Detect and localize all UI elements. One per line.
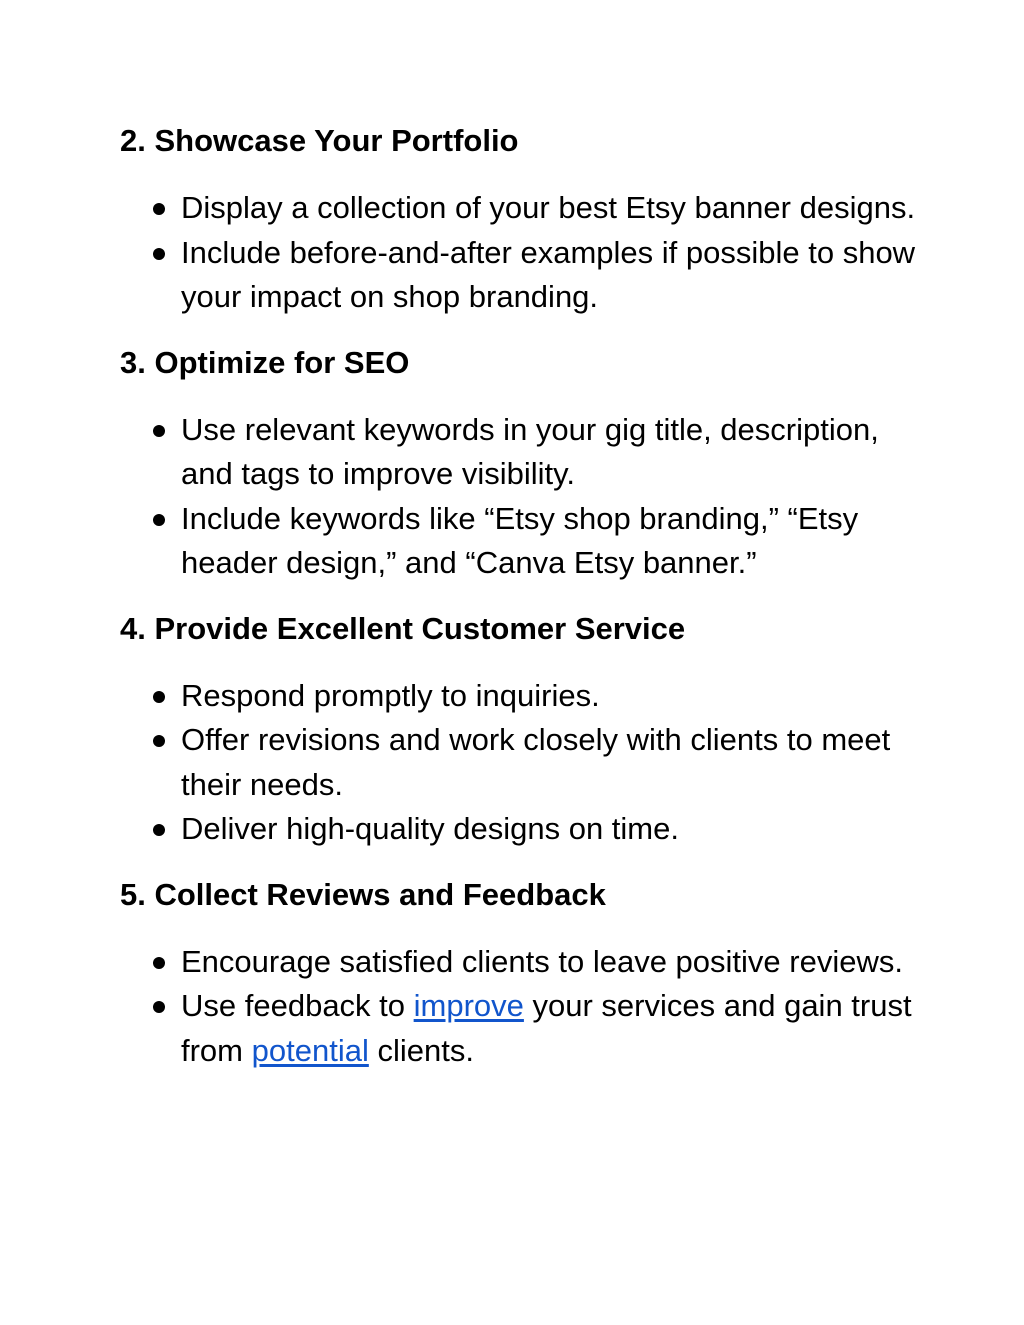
bullet-list bbox=[120, 186, 924, 320]
section bbox=[120, 610, 924, 852]
list-item-text: your services and gain trust from bbox=[181, 988, 912, 1068]
bullet-icon bbox=[153, 691, 165, 703]
list-item-text: Include keywords like “Etsy shop branding,” “Etsy header design,” and “Canva Etsy banner.” bbox=[181, 500, 859, 580]
list-item bbox=[120, 186, 924, 231]
list-item-text: Use feedback to bbox=[181, 988, 414, 1023]
bullet-list bbox=[120, 940, 924, 1074]
document-body bbox=[120, 122, 924, 1073]
list-item bbox=[120, 807, 924, 852]
list-item-text: Include before-and-after examples if possible to show your impact on shop branding. bbox=[181, 234, 916, 314]
section-heading: 5. Collect Reviews and Feedback bbox=[120, 876, 606, 912]
bullet-icon bbox=[153, 425, 165, 437]
list-item bbox=[120, 984, 924, 1073]
list-item bbox=[120, 718, 924, 807]
inline-link[interactable]: potential bbox=[251, 1032, 369, 1068]
list-item bbox=[120, 231, 924, 320]
list-item-text: Respond promptly to inquiries. bbox=[181, 677, 600, 713]
section bbox=[120, 344, 924, 586]
list-item bbox=[120, 408, 924, 497]
bullet-list bbox=[120, 674, 924, 852]
list-item bbox=[120, 497, 924, 586]
bullet-icon bbox=[153, 1001, 165, 1013]
bullet-list bbox=[120, 408, 924, 586]
bullet-icon bbox=[153, 248, 165, 260]
section-heading: 3. Optimize for SEO bbox=[120, 344, 410, 380]
bullet-icon bbox=[153, 514, 165, 526]
list-item-text: clients. bbox=[368, 1032, 474, 1068]
bullet-icon bbox=[153, 203, 165, 215]
list-item-text: Display a collection of your best Etsy banner designs. bbox=[181, 190, 916, 225]
list-item-text: Offer revisions and work closely with clients to meet their needs. bbox=[181, 722, 891, 802]
list-item-text: Encourage satisfied clients to leave positive reviews. bbox=[181, 943, 903, 979]
section-heading: 4. Provide Excellent Customer Service bbox=[120, 610, 686, 646]
section-heading: 2. Showcase Your Portfolio bbox=[120, 123, 519, 158]
list-item bbox=[120, 674, 924, 719]
section bbox=[120, 876, 924, 1074]
list-item-text: Use relevant keywords in your gig title, description, and tags to improve visibility. bbox=[181, 411, 879, 491]
inline-link[interactable]: improve bbox=[413, 988, 524, 1023]
bullet-icon bbox=[153, 957, 165, 969]
list-item bbox=[120, 940, 924, 985]
bullet-icon bbox=[153, 735, 165, 747]
list-item-text: Deliver high-quality designs on time. bbox=[181, 811, 679, 846]
bullet-icon bbox=[153, 824, 165, 836]
section bbox=[120, 122, 924, 320]
